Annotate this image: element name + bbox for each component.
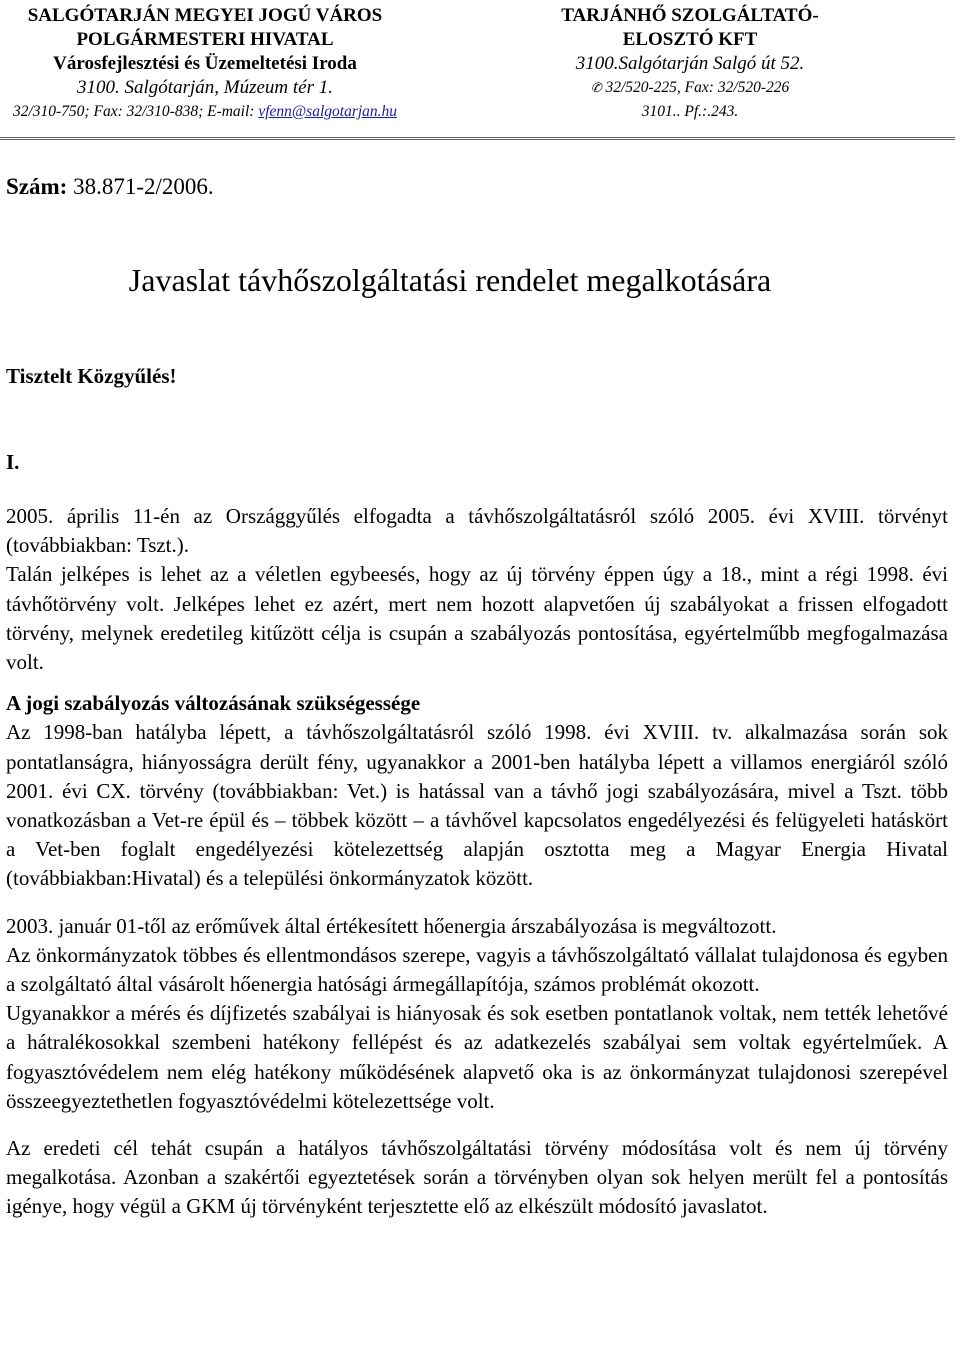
office-name: POLGÁRMESTERI HIVATAL (76, 29, 334, 50)
company-phone-fax (480, 76, 900, 100)
department-name: Városfejlesztési és Üzemeltetési Iroda (53, 53, 357, 74)
paragraph-6: Ugyanakkor a mérés és díjfizetés szabályai is hiányosak és sok esetben pontatlanok voltak, nem tették lehetővé a hátralékosokkal szembeni hatékony fellépést és az adatkezelés szabályai sem voltak egyértelműek. A fogyasztóvédelem nem elég hatékony működésének alapvető oka is az önkormányzat tulajdonosi szerepével összeegyeztethetlen fogyasztóvédelmi kötelezettsége volt. (6, 1001, 948, 1113)
paragraph-3: Az 1998-ban hatályba lépett, a távhőszolgáltatásról szóló 1998. évi XVIII. tv. alkalmazása során sok pontatlanságra, hiányosságra derült fény, ugyanakkor a 2001-ben hatályba lépett a villamos energiáról szóló 2001. évi CX. törvény (továbbiakban: Vet.) is hatással van a távhő jogi szabályozására, mivel a Tszt. több vonatkozásban a Vet-re épül és – többek között – a távhővel kapcsolatos engedélyezési és felügyeleti hatáskört a Vet-ben foglalt engedélyezési kötelezettség alapján osztotta meg a Magyar Energia Hivatal (továbbiakban:Hivatal) és a települési önkormányzatok között. (6, 720, 948, 891)
office-email-link[interactable]: vfenn@salgotarjan.hu (258, 103, 398, 120)
paragraph-7: Az eredeti cél tehát csupán a hatályos távhőszolgáltatási törvény módosítása volt és nem új törvény megalkotása. Azonban a szakértői egyeztetések során a törvényben olyan sok helyen merült fel a pontosítás igénye, hogy végül a GKM új törvényként terjesztette elő az elkészült módosító javaslatot. (6, 1136, 948, 1219)
document-number (6, 173, 214, 201)
document-number-value: 38.871-2/2006. (67, 174, 214, 199)
municipality-name: SALGÓTARJÁN MEGYEI JOGÚ VÁROS (27, 5, 383, 26)
header-divider (0, 137, 955, 140)
office-address: 3100. Salgótarján, Múzeum tér 1. (77, 77, 333, 98)
office-phone-fax: 32/310-750; Fax: 32/310-838; E-mail: (12, 103, 259, 120)
company-address: 3100.Salgótarján Salgó út 52. (575, 53, 805, 74)
salutation: Tisztelt Közgyűlés! (6, 364, 177, 388)
section-heading: A jogi szabályozás változásának szükségessége (6, 691, 421, 716)
paragraph-2: Talán jelképes is lehet az a véletlen egybeesés, hogy az új törvény éppen úgy a 18., mint a régi 1998. évi távhőtörvény volt. Jelképes lehet ez azért, mert nem hozott alapvetően új szabályokat a frissen elfogadott törvény, melynek eredetileg kitűzött célja is csupán a szabályozás pontosítása, egyértelműbb megfogalmazása volt. (6, 562, 948, 675)
header-left (0, 4, 410, 124)
company-phone-text: 32/520-225, Fax: 32/520-226 (601, 79, 790, 96)
paragraph-1: 2005. április 11-én az Országgyűlés elfogadta a távhőszolgáltatásról szóló 2005. évi XVIII. törvényt (továbbiakban: Tszt.). (6, 504, 948, 558)
document-title: Javaslat távhőszolgáltatási rendelet megalkotására (128, 262, 772, 298)
paragraph-5: Az önkormányzatok többes és ellentmondásos szerepe, vagyis a távhőszolgáltató vállalat tulajdonosa és egyben a szolgáltató által vásárolt hőenergia hatósági ármegállapítója, számos problémát okozott. (6, 942, 948, 997)
company-name-line2: ELOSZTÓ KFT (622, 29, 758, 50)
office-contact (0, 100, 410, 124)
document-number-label: Szám: (6, 174, 68, 199)
document-body (6, 502, 948, 1222)
phone-icon: ✆ (590, 80, 602, 95)
section-number: I. (6, 450, 20, 474)
header-right (480, 4, 900, 124)
paragraph-4: 2003. január 01-től az erőművek által értékesített hőenergia árszabályozása is megváltozott. (6, 913, 777, 938)
company-name-line1: TARJÁNHŐ SZOLGÁLTATÓ- (561, 5, 819, 26)
company-pobox: 3101.. Pf.:.243. (641, 103, 739, 120)
